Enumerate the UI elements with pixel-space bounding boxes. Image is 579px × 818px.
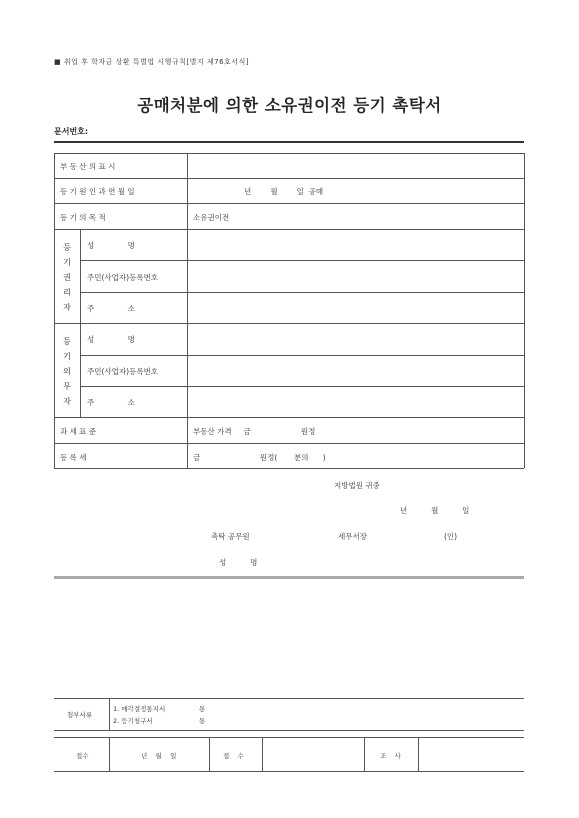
attachments-label: 첨부서류 [67, 711, 93, 719]
property-description-label: 부 동 산 의 표 시 [60, 162, 116, 171]
seal-mark: (인) [444, 532, 458, 541]
official-name-label: 성 명 [219, 558, 258, 567]
row-divider [54, 153, 524, 154]
form-reference-note: ■ 취업 후 학자금 상환 특별법 시행규칙[별지 제76호서식] [54, 58, 250, 66]
receipt-date: 년 월 일 [141, 752, 177, 760]
row-divider [80, 355, 524, 356]
commissioner-label: 촉탁 공무원 [211, 532, 250, 541]
tax-base-label: 과 세 표 준 [60, 427, 97, 436]
registration-purpose-value: 소유권이전 [193, 213, 230, 222]
tax-office-head-label: 세무서장 [338, 532, 367, 541]
group-column-divider [80, 229, 81, 417]
receipt-bottom-border [54, 771, 524, 772]
obligor-address-label: 주 소 [87, 398, 135, 407]
document-number-label: 문서번호: [54, 127, 89, 136]
review-label: 조 사 [380, 752, 401, 760]
issue-date: 년 월 일 [400, 506, 470, 515]
receipt-divider [262, 737, 263, 771]
obligor-name-label: 성 명 [87, 335, 135, 344]
table-left-border [54, 153, 55, 468]
receipt-divider [418, 737, 419, 771]
row-divider [54, 443, 524, 444]
rights-holder-address-label: 주 소 [87, 304, 135, 313]
tax-base-value: 부동산 가격 금 원정 [193, 427, 316, 436]
row-divider [54, 417, 524, 418]
rights-holder-group-label: 등 기 권 리 자 [63, 243, 71, 312]
registration-cause-label: 등 기 원 인 과 연 월 일 [60, 187, 135, 196]
row-divider [54, 323, 524, 324]
attachments-bottom-border [54, 730, 524, 731]
receipt-divider [209, 737, 210, 771]
obligor-reg-number-label: 주민(사업자)등록번호 [87, 367, 159, 376]
registration-tax-value: 금 원정( 분의 ) [193, 453, 326, 462]
receipt-divider [109, 737, 110, 771]
document-title: 공매처분에 의한 소유권이전 등기 촉탁서 [137, 96, 442, 115]
registration-tax-label: 등 록 세 [60, 453, 87, 462]
registration-purpose-label: 등 기 의 목 적 [60, 213, 106, 222]
row-divider [54, 178, 524, 179]
row-divider [80, 292, 524, 293]
receipt-number-label: 접 수 [223, 752, 244, 760]
row-divider [80, 260, 524, 261]
attachment-item-1-unit: 통 [199, 705, 206, 713]
court-addressee: 지방법원 귀중 [334, 481, 380, 490]
obligor-group-label: 등 기 의 무 자 [63, 337, 71, 406]
row-divider [54, 229, 524, 230]
table-top-border [54, 141, 524, 143]
attachment-item-2-unit: 통 [199, 717, 206, 725]
attachments-divider [109, 698, 110, 730]
column-divider [187, 153, 188, 468]
rights-holder-name-label: 성 명 [87, 241, 135, 250]
registration-cause-value: 년 월 일 공매 [244, 187, 324, 196]
receipt-top-border [54, 737, 524, 738]
row-divider [80, 386, 524, 387]
receipt-label: 접수 [76, 752, 89, 760]
row-divider [54, 468, 524, 469]
attachment-item-1: 1. 매각결정통지서 [113, 705, 166, 713]
row-divider [54, 203, 524, 204]
attachments-top-border [54, 698, 524, 699]
table-bottom-border [54, 576, 524, 579]
rights-holder-reg-number-label: 주민(사업자)등록번호 [87, 273, 159, 282]
table-right-border [524, 153, 525, 468]
attachment-item-2: 2. 등기청구서 [113, 717, 153, 725]
receipt-divider [364, 737, 365, 771]
